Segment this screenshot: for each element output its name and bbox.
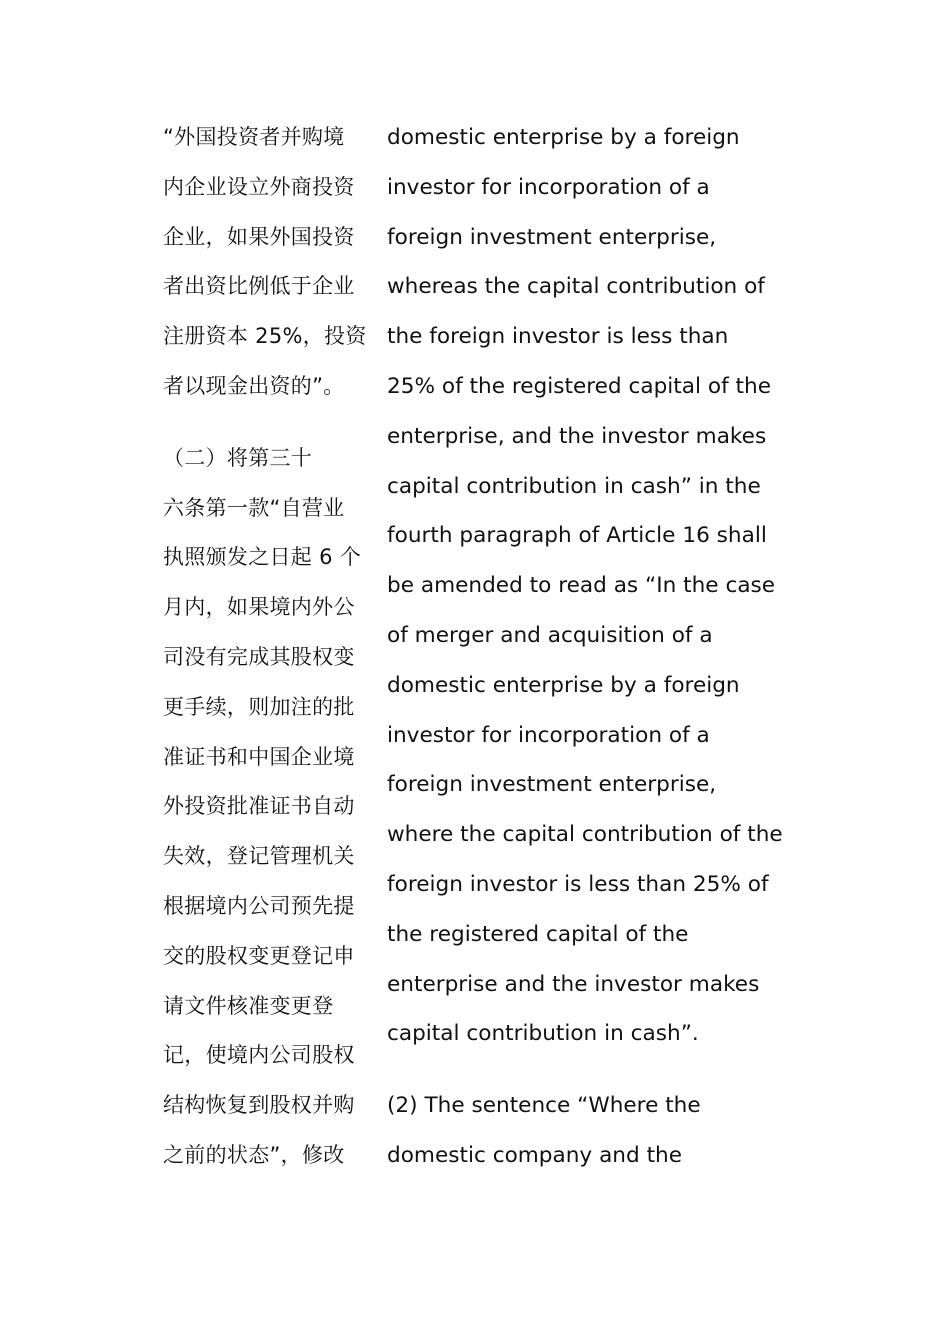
chinese-paragraph-2: （二）将第三十 六条第一款“自营业 执照颁发之日起 6 个 月内，如果境内外公 司没有完成其股权变 更手续，则加注的批 准证书和中国企业境 外投资批准证书自动 失效，登记管理机关 根据境内公司预先提 交的股权变更登记申 请文件核准变更登 记，使境内公司股权 结构恢复到股权并购 之前的状态”，修改 <box>163 445 362 1167</box>
chinese-paragraph-1: “外国投资者并购境 内企业设立外商投资 企业，如果外国投资 者出资比例低于企业 注册资本 25%，投资 者以现金出资的”。 <box>163 125 367 398</box>
english-text-column <box>387 113 797 1181</box>
english-paragraph-2: (2) The sentence “Where the domestic company and the <box>387 1093 701 1168</box>
english-paragraph-1: domestic enterprise by a foreign investor for incorporation of a foreign investment enterprise, whereas the capital contribution of the foreign investor is less than 25% of the registered capital of the enterprise, and the investor makes capital contribution in cash” in the fourth paragraph of Article 16 shall be amended to read as “In the case of merger and acquisition of a domestic enterprise by a foreign investor for incorporation of a foreign investment enterprise, where the capital contribution of the foreign investor is less than 25% of the registered capital of the enterprise and the investor makes capital contribution in cash”. <box>387 125 783 1047</box>
chinese-text-column <box>163 113 368 1181</box>
